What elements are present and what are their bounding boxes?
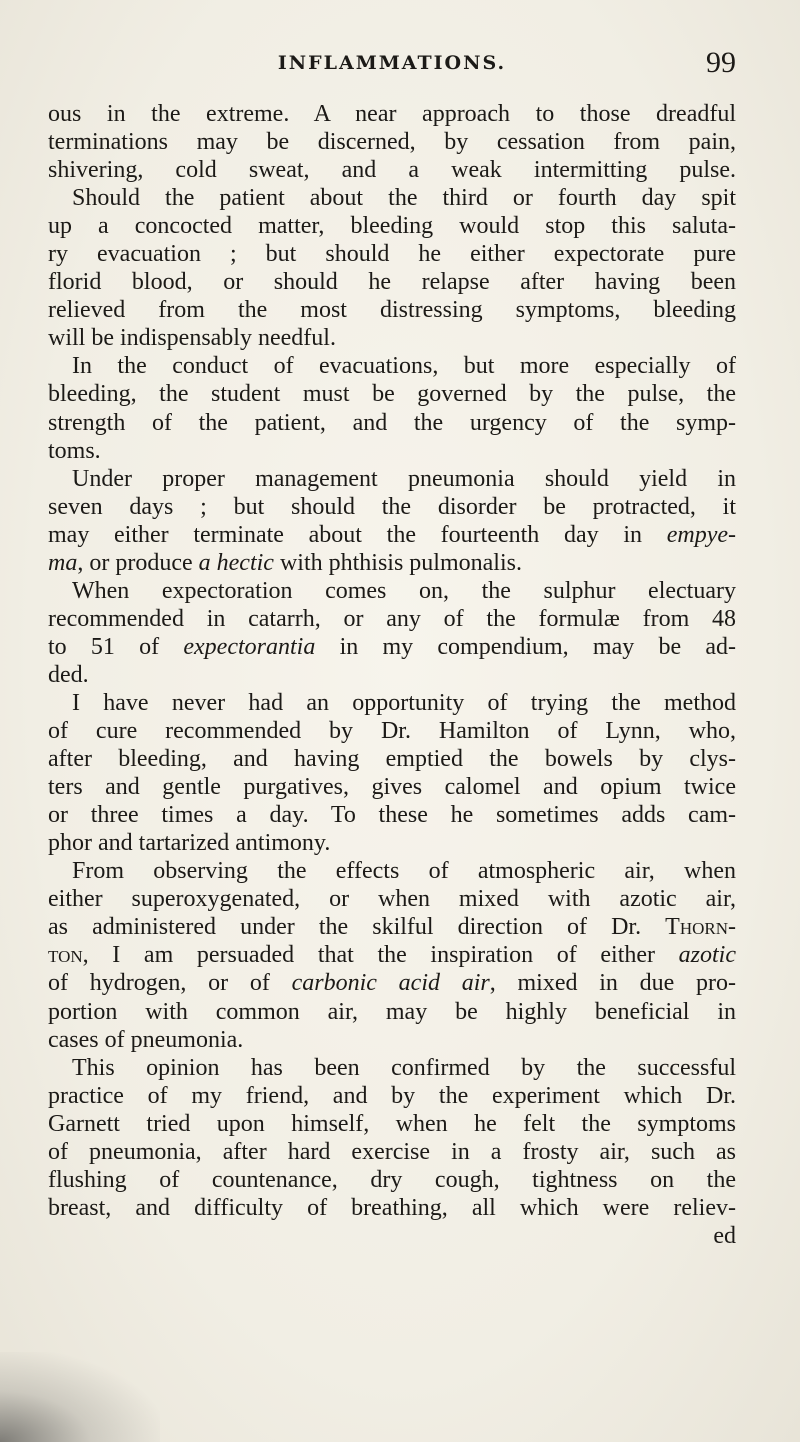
text-line: From observing the effects of atmospheric air, when	[72, 858, 736, 885]
text-line: strength of the patient, and the urgency of the symp-	[48, 409, 736, 436]
text-line: of cure recommended by Dr. Hamilton of Lynn, who,	[48, 718, 736, 745]
text-line: Garnett tried upon himself, when he felt the symptoms	[48, 1110, 736, 1137]
italic-term: a hectic	[198, 549, 274, 576]
text-line	[48, 913, 736, 941]
text-line: or three times a day. To these he sometimes adds cam-	[48, 802, 736, 829]
text-line: of pneumonia, after hard exercise in a frosty air, such as	[48, 1138, 736, 1165]
text-segment: as administered under the skilful direction of Dr.	[48, 914, 642, 941]
body-text	[48, 100, 736, 1250]
text-line: bleeding, the student must be governed by the pulse, the	[48, 381, 736, 408]
italic-term: ma	[48, 549, 78, 576]
running-title: INFLAMMATIONS.	[277, 52, 507, 74]
text-line: practice of my friend, and by the experiment which Dr.	[48, 1082, 736, 1109]
text-segment: to 51 of	[48, 633, 160, 660]
text-line	[48, 633, 736, 661]
text-line: will be indispensably needful.	[48, 325, 336, 352]
text-segment: in my compendium, may be ad-	[339, 633, 736, 660]
text-line: portion with common air, may be highly beneficial in	[48, 998, 736, 1025]
text-segment: of hydrogen, or of	[48, 970, 270, 997]
italic-term: expectorantia	[183, 633, 316, 660]
text-line: up a concocted matter, bleeding would stop this saluta-	[48, 213, 736, 240]
text-line	[48, 549, 736, 577]
text-line: ous in the extreme. A near approach to those dreadful	[48, 101, 736, 127]
text-line: ters and gentle purgatives, gives calomel and opium twice	[48, 774, 736, 801]
text-line: either superoxygenated, or when mixed with azotic air,	[48, 886, 736, 913]
page-number: 99	[706, 46, 736, 79]
scan-shadow	[0, 1352, 160, 1442]
text-line: phor and tartarized antimony.	[48, 830, 331, 857]
text-line: terminations may be discerned, by cessation from pain,	[48, 129, 736, 156]
italic-term: carbonic acid air	[291, 970, 490, 997]
text-segment: with phthisis pulmonalis.	[279, 549, 522, 576]
text-line: Should the patient about the third or fourth day spit	[72, 185, 736, 212]
text-segment: , or produce	[77, 549, 193, 576]
text-line: seven days ; but should the disorder be protracted, it	[48, 493, 736, 520]
text-line: flushing of countenance, dry cough, tightness on the	[48, 1166, 736, 1193]
italic-term: azotic	[678, 942, 736, 969]
text-line: shivering, cold sweat, and a weak intermitting pulse.	[48, 157, 736, 184]
catchword: ed	[713, 1222, 736, 1249]
small-caps-name: Thorn-	[665, 914, 736, 941]
text-line: In the conduct of evacuations, but more especially of	[72, 353, 736, 380]
text-line: cases of pneumonia.	[48, 1026, 244, 1053]
text-line	[48, 969, 736, 997]
small-caps-name: ton	[48, 942, 83, 969]
text-line: breast, and difficulty of breathing, all which were reliev-	[48, 1194, 736, 1221]
text-line	[48, 521, 736, 549]
text-line: ry evacuation ; but should he either expectorate pure	[48, 241, 736, 268]
text-line	[48, 941, 736, 969]
text-line: toms.	[48, 437, 101, 464]
text-segment: , mixed in due pro-	[489, 970, 736, 997]
text-line: relieved from the most distressing symptoms, bleeding	[48, 297, 736, 324]
running-head	[48, 46, 736, 82]
text-line: recommended in catarrh, or any of the formulæ from 48	[48, 605, 736, 632]
text-line: This opinion has been confirmed by the successful	[72, 1054, 736, 1081]
text-segment: may either terminate about the fourteenth day in	[48, 521, 643, 548]
text-line: When expectoration comes on, the sulphur electuary	[72, 577, 736, 604]
text-line: ded.	[48, 661, 89, 688]
text-line: Under proper management pneumonia should yield in	[72, 465, 736, 492]
italic-term: empye-	[666, 521, 736, 548]
text-line: florid blood, or should he relapse after having been	[48, 269, 736, 296]
text-line: I have never had an opportunity of trying the method	[72, 689, 736, 716]
text-line: after bleeding, and having emptied the bowels by clys-	[48, 746, 736, 773]
text-segment: , I am persuaded that the inspiration of either	[82, 942, 656, 969]
